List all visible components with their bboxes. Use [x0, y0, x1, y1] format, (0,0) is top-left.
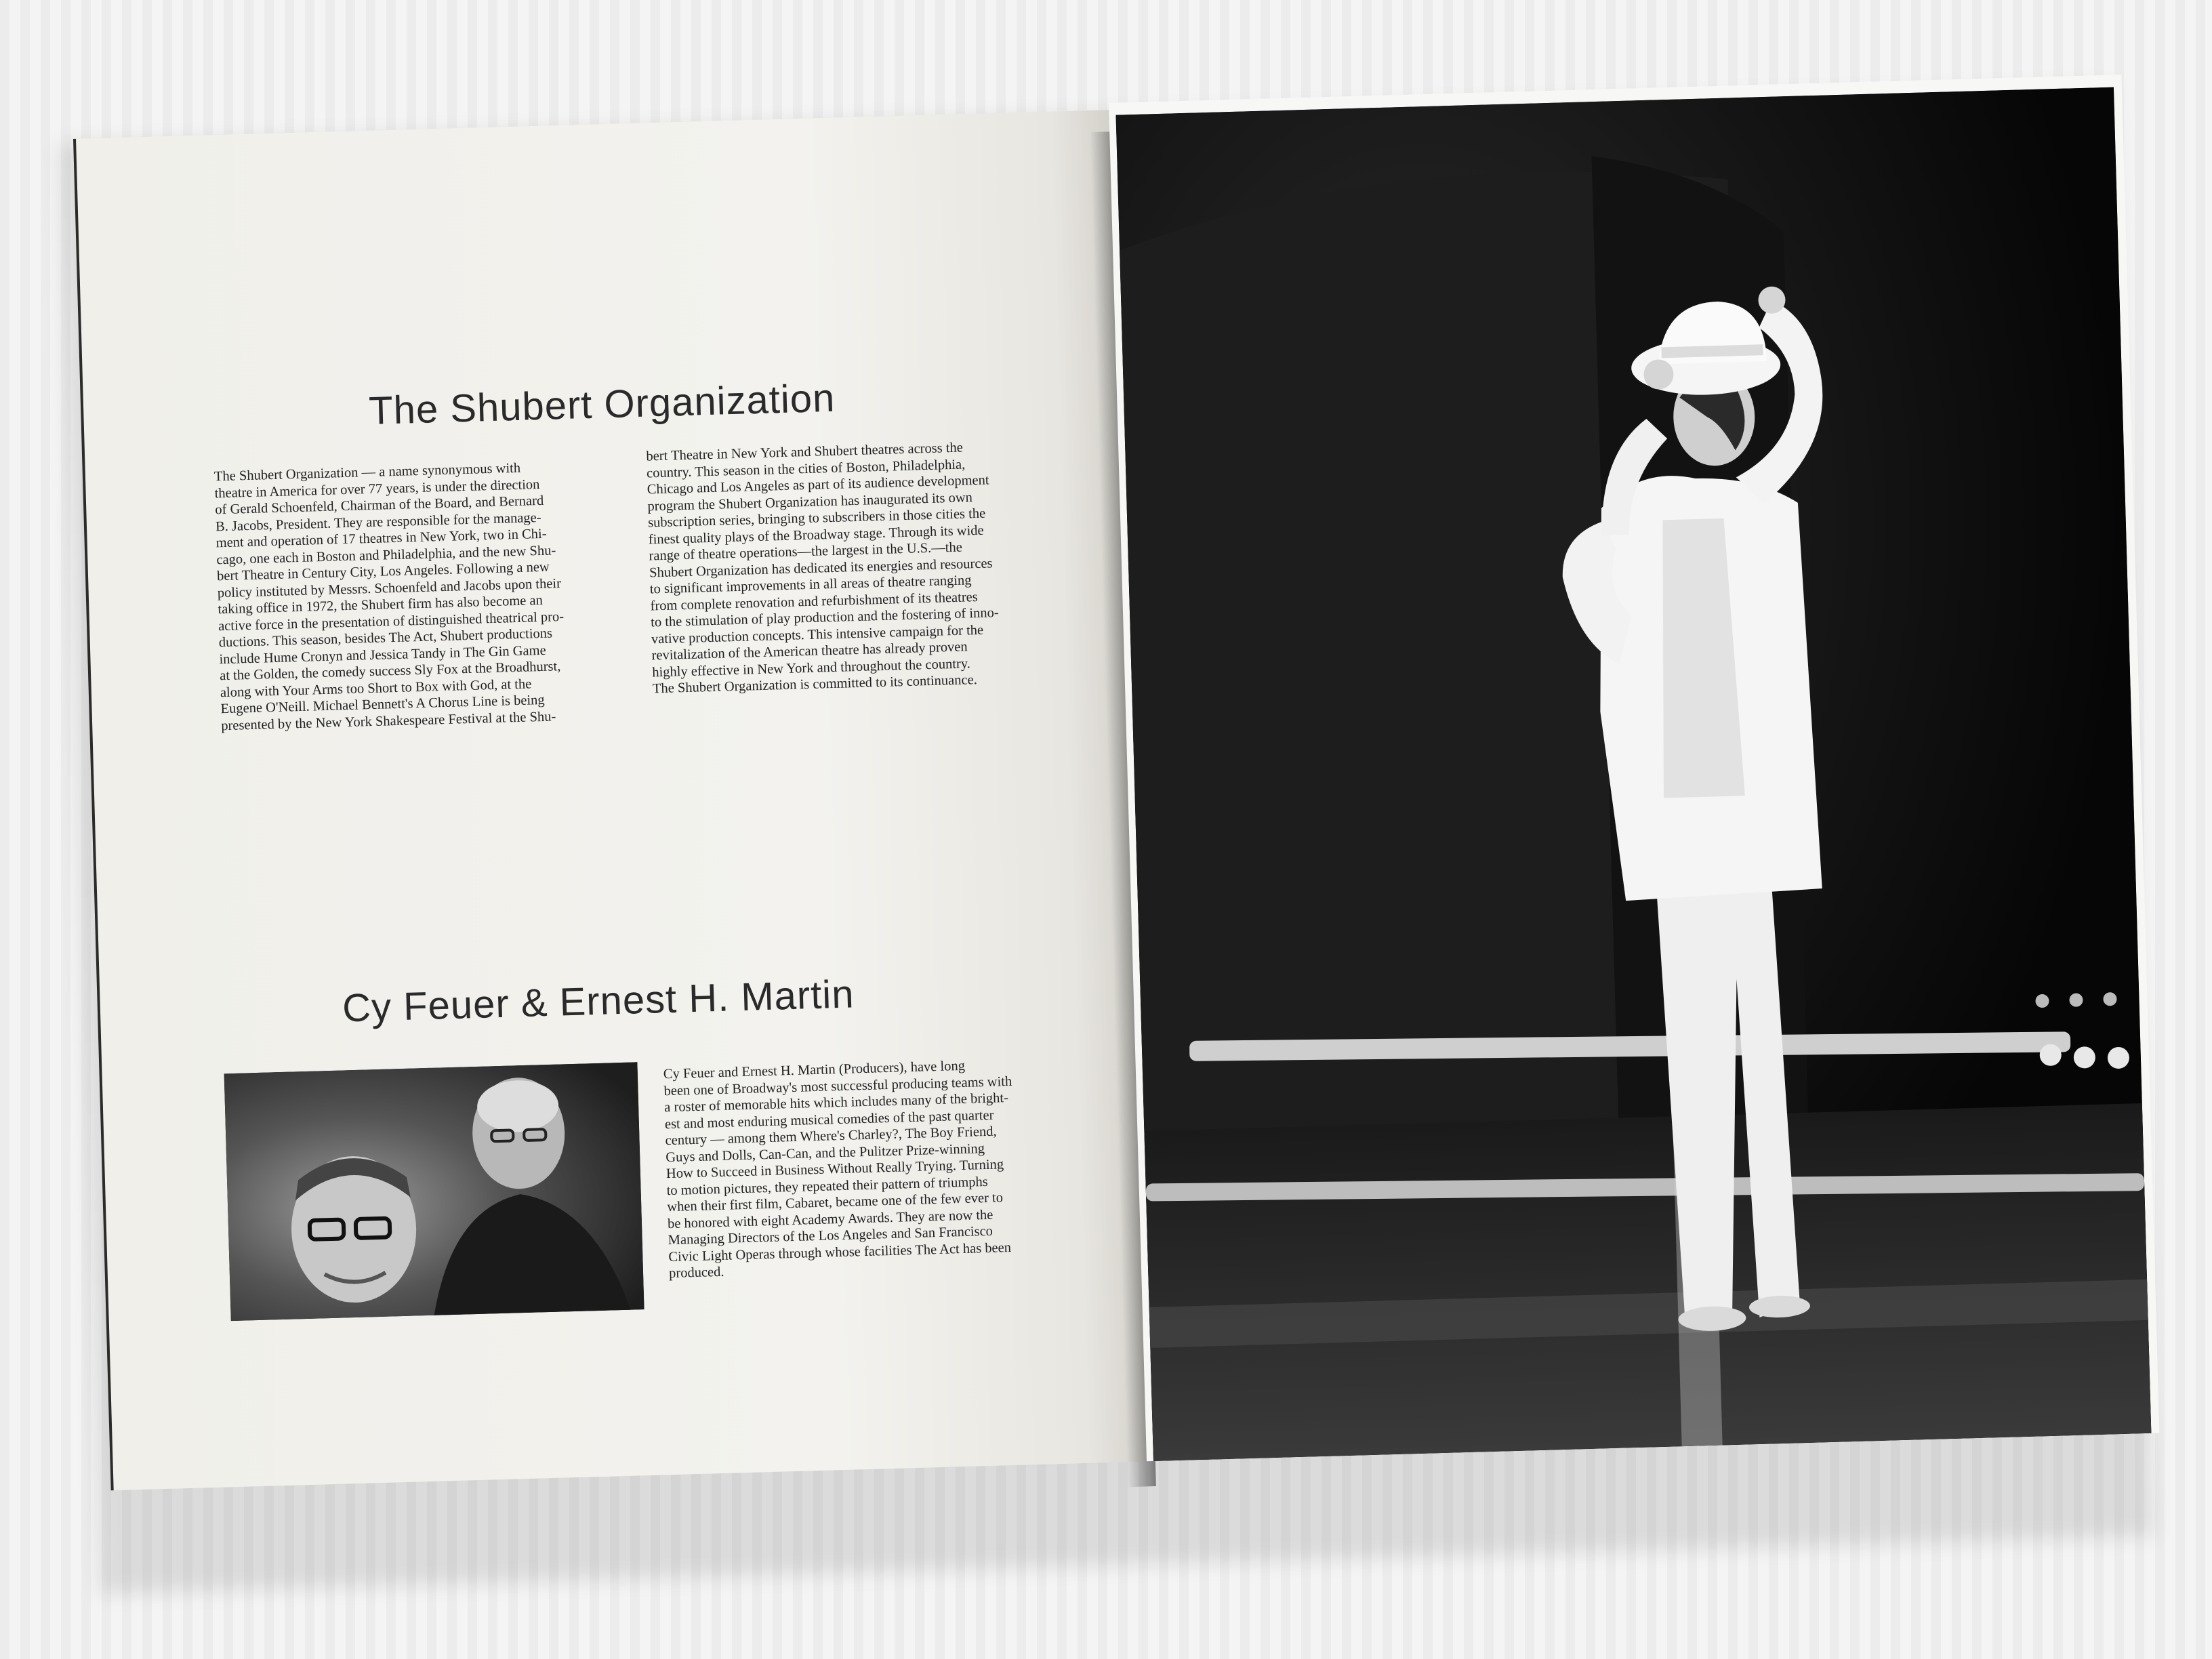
left-page — [73, 110, 1150, 1490]
shubert-column-2: bert Theatre in New York and Shubert theatres across the country. This season in the cities of Boston, Philadelphia, Chicago and Los Angeles as part of its audience development program the Shubert Organization has inaugurated its own subscription series, bringing to subscribers in those cities the finest quality plays of the Broadway stage. Through its wide range of theatre operations—the largest in the U.S.—the Shubert Organization has dedicated its energies and resources to significant improvements in all areas of theatre ranging from complete renovation and refurbishment of its theatres to the stimulation of play production and the fostering of inno- vative production concepts. This intensive campaign for the revitalization of the American theatre has already proven highly effective in New York and throughout the country. The Shubert Organization is committed to its continuance. — [646, 440, 999, 697]
producers-text: Cy Feuer and Ernest H. Martin (Producers), have long been one of Broadway's most successful producing teams with a roster of memorable hits which includes many of the bright- est and most enduring musical comedies of the past quarter century — among them Where's Charley?, The Boy Friend, Guys and Dolls, Can-Can, and the Pulitzer Prize-winning How to Succeed in Business Without Really Trying. Turning to motion pictures, they repeated their pattern of triumphs when their first film, Cabaret, became one of the few ever to be honored with eight Academy Awards. They are now the Managing Directors of the Los Angeles and San Francisco Civic Light Operas through whose facilities The Act has been produced. — [663, 1058, 1012, 1282]
producers-heading: Cy Feuer & Ernest H. Martin — [342, 972, 855, 1031]
stage-performer-photo — [1115, 87, 2151, 1461]
shubert-column-1: The Shubert Organization — a name synonymous with theatre in America for over 77 years, is under the direction of Gerald Schoenfeld, Chairman of the Board, and Bernard B. Jacobs, President. They are responsible for the manage- ment and operation of 17 theatres in New York, two in Chi- cago, one each in Boston and Philadelphia, and the new Shu- bert Theatre in Century City, Los Angeles. Following a new policy instituted by Messrs. Schoenfeld and Jacobs upon their taking office in 1972, the Shubert firm has also become an active force in the presentation of distinguished theatrical pro- ductions. This season, besides The Act, Shubert productions include Hume Cronyn and Jessica Tandy in The Gin Game at the Golden, the comedy success Sly Fox at the Broadhurst, along with Your Arms too Short to Box with God, at the Eugene O'Neill. Michael Bennett's A Chorus Line is being presented by the New York Shakespeare Festival at the Shu- — [213, 460, 565, 733]
producers-portrait-photo — [224, 1062, 644, 1321]
right-page — [1109, 75, 2159, 1461]
shubert-heading: The Shubert Organization — [368, 375, 836, 433]
